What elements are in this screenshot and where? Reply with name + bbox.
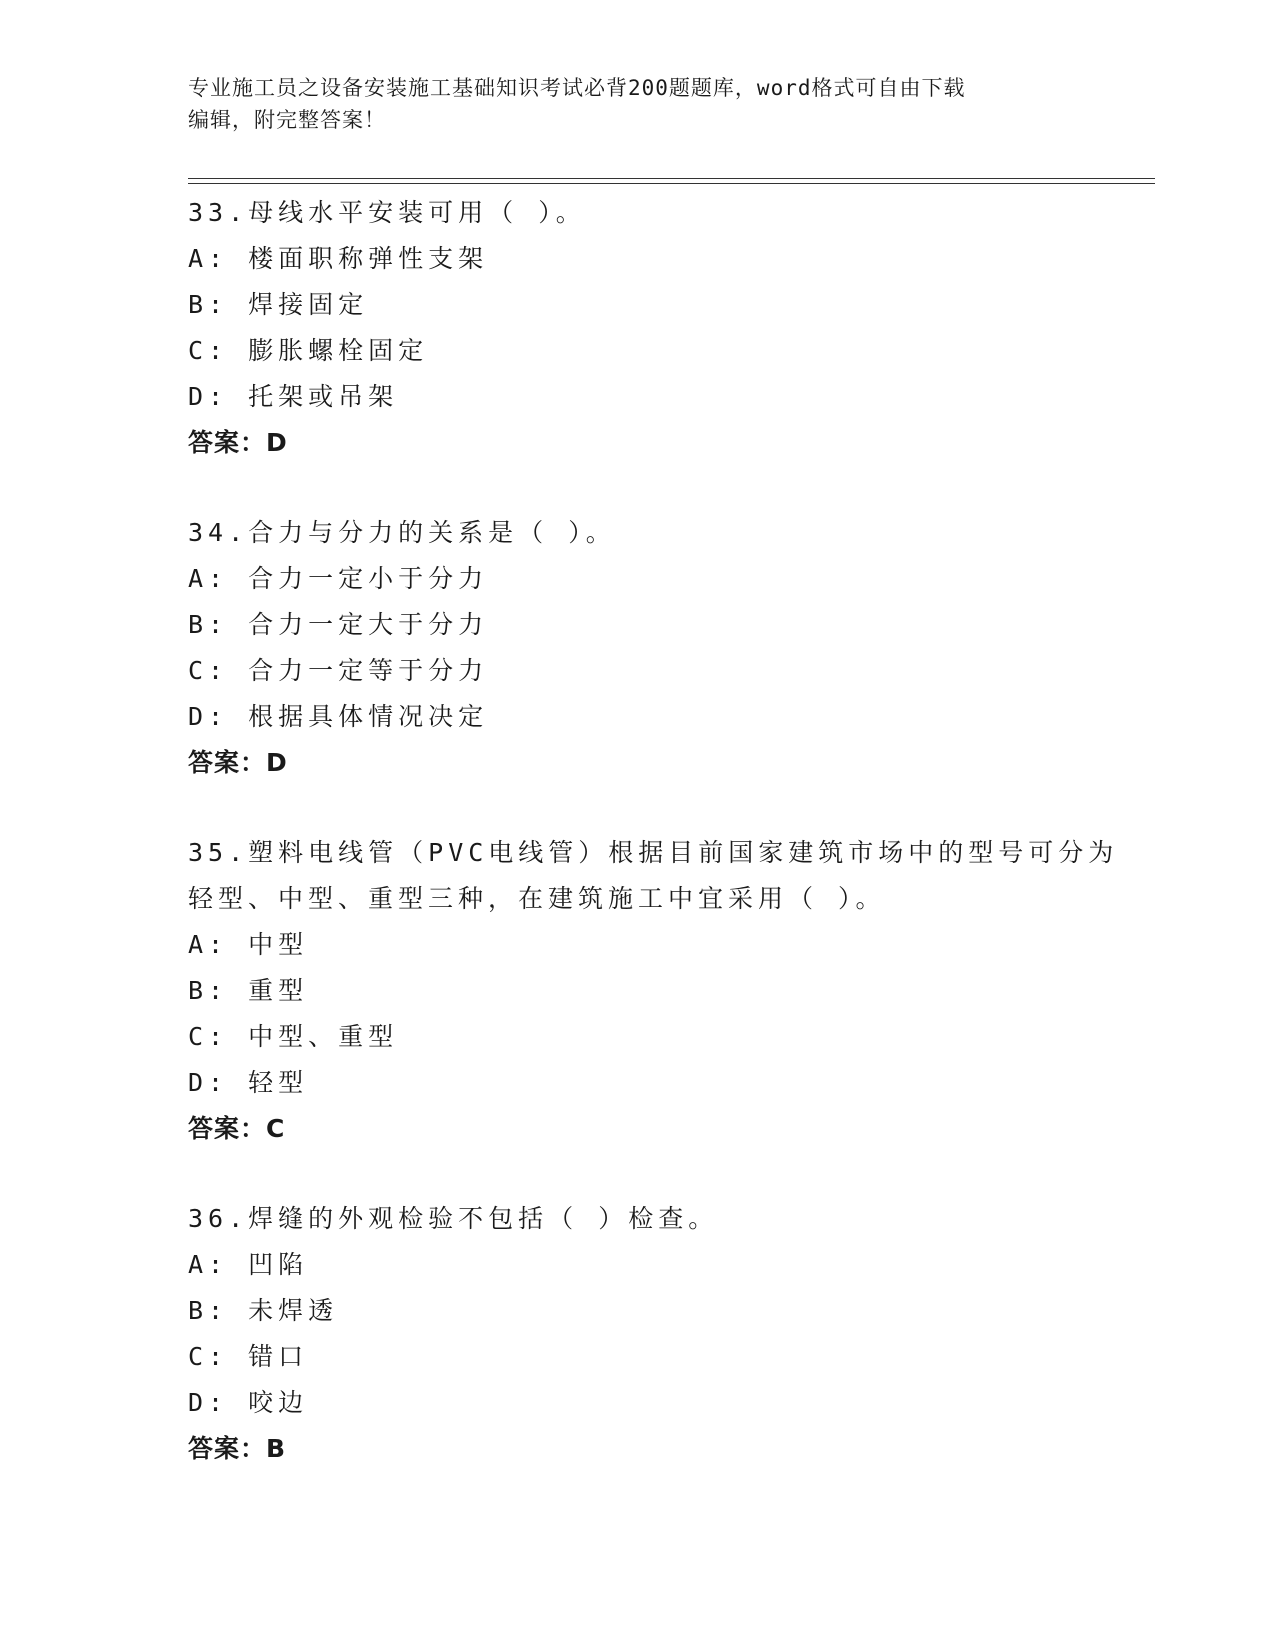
question-list: [188, 190, 1119, 1516]
question-34: [188, 510, 1088, 786]
question-text-continued: 轻型、中型、重型三种，在建筑施工中宜采用（ ）。: [188, 884, 886, 913]
option-c: C: 膨胀螺栓固定: [188, 336, 429, 365]
option-b: B: 合力一定大于分力: [188, 610, 489, 639]
option-c: C: 合力一定等于分力: [188, 656, 489, 685]
header-divider-bottom: [188, 183, 1155, 184]
option-c: C: 错口: [188, 1342, 309, 1371]
header-divider-top: [188, 178, 1155, 179]
question-text: 34.合力与分力的关系是（ ）。: [188, 518, 616, 547]
question-33: [188, 190, 1088, 466]
answer-text: 答案：C: [188, 1114, 286, 1143]
question-36: [188, 1196, 1088, 1472]
option-d: D: 咬边: [188, 1388, 309, 1417]
option-a: A: 凹陷: [188, 1250, 309, 1279]
answer-text: 答案：B: [188, 1434, 287, 1463]
question-35: [188, 830, 1119, 1152]
answer-text: 答案：D: [188, 748, 288, 777]
option-a: A: 中型: [188, 930, 309, 959]
option-c: C: 中型、重型: [188, 1022, 399, 1051]
option-b: B: 未焊透: [188, 1296, 339, 1325]
option-b: B: 重型: [188, 976, 309, 1005]
option-d: D: 轻型: [188, 1068, 309, 1097]
option-a: A: 合力一定小于分力: [188, 564, 489, 593]
option-b: B: 焊接固定: [188, 290, 369, 319]
header-line-1: 专业施工员之设备安装施工基础知识考试必背200题题库，word格式可自由下载: [188, 76, 966, 100]
header-line-2: 编辑，附完整答案！: [188, 108, 386, 132]
question-text: 35.塑料电线管（PVC电线管）根据目前国家建筑市场中的型号可分为: [188, 838, 1119, 867]
document-header: [188, 72, 1068, 136]
option-d: D: 托架或吊架: [188, 382, 399, 411]
question-text: 33.母线水平安装可用（ ）。: [188, 198, 586, 227]
option-d: D: 根据具体情况决定: [188, 702, 489, 731]
answer-text: 答案：D: [188, 428, 288, 457]
question-text: 36.焊缝的外观检验不包括（ ）检查。: [188, 1204, 719, 1233]
option-a: A: 楼面职称弹性支架: [188, 244, 489, 273]
